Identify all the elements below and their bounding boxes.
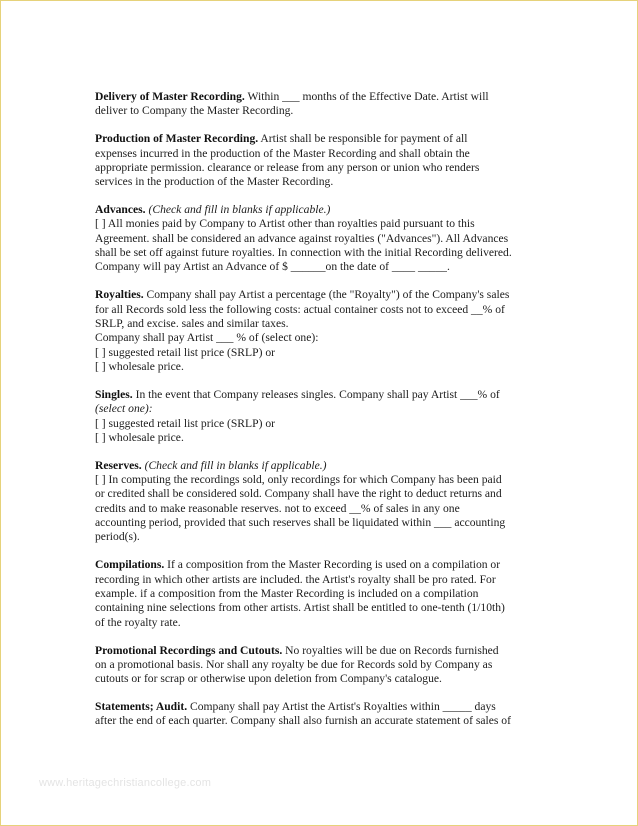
section-heading: Delivery of Master Recording. [95,90,245,103]
paragraph-line: Agreement. shall be considered an advance against royalties ("Advances"). All Advances [95,231,509,245]
section-heading: Statements; Audit. [95,700,188,714]
paragraph-line: of the royalty rate. [95,615,181,629]
paragraph-line [95,388,555,402]
paragraph-line: cutouts or for scrap or otherwise upon deletion from Company's catalogue. [95,672,442,686]
paragraph-line [95,459,555,473]
section-production [95,132,555,189]
section-promotional [95,644,555,687]
paragraph-line [95,132,555,146]
instruction-note: (Check and fill in blanks if applicable.) [145,203,331,217]
checkbox-option: [ ] wholesale price. [95,360,184,373]
section-heading: Promotional Recordings and Cutouts. [95,643,283,657]
paragraph-line: example. if a composition from the Master Recording is included on a compilation [95,586,479,600]
paragraph-line: shall be set off against future royalties. In connection with the initial Recording delivered. [95,246,512,260]
section-royalties [95,288,555,374]
paragraph-text: Company shall pay Artist the Artist's Royalties within _____ days [187,700,496,714]
paragraph-line: credits and to make reasonable reserves. not to exceed __% of sales in any one [95,501,460,515]
paragraph-line [95,558,555,572]
paragraph-line: on a promotional basis. Nor shall any royalty be due for Records sold by Company as [95,657,493,671]
instruction-note: (select one): [95,402,153,416]
paragraph-line: recording in which other artists are included. the Artist's royalty shall be pro rated. For [95,572,496,586]
section-advances [95,203,555,275]
section-heading: Compilations. [95,558,165,572]
section-delivery [95,90,555,119]
section-heading: Reserves. [95,458,142,472]
paragraph-line: deliver to Company the Master Recording. [95,104,294,118]
document-body [95,90,555,742]
paragraph-line: SRLP, and excise. sales and similar taxes. [95,316,289,330]
paragraph-line: period(s). [95,530,140,544]
paragraph-text: No royalties will be due on Records furnished [282,643,499,657]
paragraph-line: or credited shall be considered sold. Company shall have the right to deduct returns and [95,487,502,501]
paragraph-line: expenses incurred in the production of the Master Recording and shall obtain the [95,146,470,160]
paragraph-line [95,402,555,416]
paragraph-line: for all Records sold less the following costs: actual container costs not to exceed __% of [95,302,505,316]
section-statements [95,700,555,729]
instruction-note: (Check and fill in blanks if applicable.) [141,458,327,472]
paragraph-text: Company shall pay Artist a percentage (the "Royalty") of the Company's sales [143,288,510,302]
section-singles [95,388,555,445]
paragraph-line [95,700,555,714]
paragraph-text: Artist shall be responsible for payment of all [258,132,468,146]
paragraph-text: Within ___ months of the Effective Date. Artist will [244,90,489,103]
paragraph-text: If a composition from the Master Recording is used on a compilation or [164,558,501,572]
section-compilations [95,558,555,630]
section-reserves [95,459,555,545]
paragraph-line: [ ] In computing the recordings sold, only recordings for which Company has been paid [95,473,502,487]
section-heading: Advances. [95,203,146,217]
paragraph-line [95,644,555,658]
checkbox-option: [ ] suggested retail list price (SRLP) or [95,345,275,359]
paragraph-line: accounting period, provided that such reserves shall be liquidated within ___ accounting [95,516,506,530]
section-heading: Production of Master Recording. [95,132,259,146]
paragraph-line: Company shall pay Artist ___ % of (select one): [95,331,319,345]
checkbox-option: [ ] suggested retail list price (SRLP) or [95,416,275,430]
paragraph-text: In the event that Company releases singles. Company shall pay Artist ___% of [132,387,500,401]
paragraph-line: Company will pay Artist an Advance of $ ______on the date of ____ _____. [95,260,450,274]
section-heading: Singles. [95,387,133,401]
paragraph-line [95,288,555,302]
paragraph-line: services in the production of the Master Recording. [95,175,334,189]
checkbox-option: [ ] wholesale price. [95,430,184,444]
paragraph-line [95,90,555,104]
paragraph-line: after the end of each quarter. Company shall also furnish an accurate statement of sales of [95,714,511,728]
paragraph-line: appropriate permission. clearance or release from any person or union who renders [95,160,480,174]
watermark-text: www.heritagechristiancollege.com [39,777,212,789]
paragraph-line: containing nine selections from other artists. Artist shall be entitled to one-tenth (1/10th) [95,601,505,615]
paragraph-line: [ ] All monies paid by Company to Artist other than royalties paid pursuant to this [95,217,475,231]
section-heading: Royalties. [95,288,144,302]
paragraph-line [95,203,555,217]
